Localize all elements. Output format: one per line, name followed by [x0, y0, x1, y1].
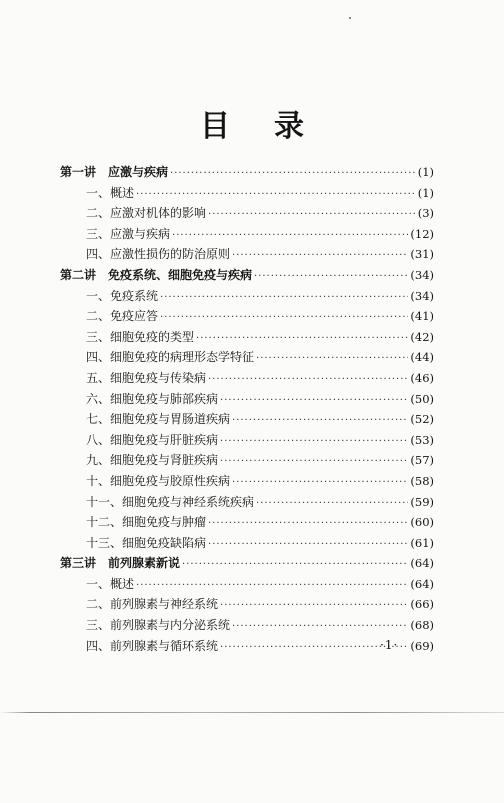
- toc-section-entry: [60, 203, 434, 224]
- toc-entry-label: 四、前列腺素与循环系统: [86, 638, 219, 653]
- toc-section-entry: [60, 430, 434, 451]
- toc-entry-label: 十二、细胞免疫与肿瘤: [86, 515, 207, 530]
- toc-leader-dots: [254, 267, 408, 288]
- toc-entry-page: (44): [410, 350, 434, 365]
- toc-section-entry: [60, 409, 434, 430]
- toc-entry-page: (34): [410, 267, 434, 282]
- toc-entry-label: 第三讲 前列腺素新说: [60, 556, 181, 571]
- toc-entry-page: (57): [410, 453, 434, 468]
- toc-section-entry: [60, 533, 434, 554]
- toc-entry-label: 第二讲 免疫系统、细胞免疫与疾病: [60, 267, 253, 282]
- toc-section-entry: [60, 492, 434, 513]
- toc-entry-page: (64): [410, 556, 434, 571]
- toc-leader-dots: [160, 288, 408, 309]
- toc-leader-dots: [172, 226, 408, 247]
- toc-section-entry: [60, 512, 434, 533]
- toc-entry-page: (66): [410, 597, 434, 612]
- toc-entry-page: (64): [410, 576, 434, 591]
- toc-entry-label: 十、细胞免疫与胶原性疾病: [86, 473, 231, 488]
- toc-section-entry: [60, 594, 434, 615]
- toc-entry-label: 九、细胞免疫与肾脏疾病: [86, 453, 219, 468]
- toc-entry-label: 七、细胞免疫与胃肠道疾病: [86, 412, 231, 427]
- page-number: ·1·: [380, 638, 399, 652]
- toc-section-entry: [60, 306, 434, 327]
- toc-entry-page: (53): [410, 432, 434, 447]
- toc-entry-page: (31): [410, 247, 434, 262]
- toc-section-entry: [60, 368, 434, 389]
- toc-entry-label: 三、前列腺素与内分泌系统: [86, 618, 231, 633]
- toc-leader-dots: [220, 391, 408, 412]
- toc-section-entry: [60, 471, 434, 492]
- toc-entry-page: (68): [410, 618, 434, 633]
- toc-entry-label: 二、前列腺素与神经系统: [86, 597, 219, 612]
- toc-entry-page: (50): [410, 391, 434, 406]
- toc-entry-page: (12): [410, 226, 434, 241]
- toc-entry-label: 二、免疫应答: [86, 309, 159, 324]
- toc-section-entry: [60, 347, 434, 368]
- print-speck: [349, 17, 351, 19]
- toc-leader-dots: [220, 432, 408, 453]
- toc-leader-dots: [208, 535, 408, 556]
- toc-entry-label: 四、应激性损伤的防治原则: [86, 247, 231, 262]
- toc-leader-dots: [256, 494, 408, 515]
- toc-leader-dots: [220, 452, 408, 473]
- toc-entry-page: (58): [410, 473, 434, 488]
- toc-section-entry: [60, 327, 434, 348]
- toc-entry-label: 三、应激与疾病: [86, 226, 171, 241]
- toc-leader-dots: [208, 205, 416, 226]
- toc-section-entry: [60, 636, 434, 657]
- toc-chapter-entry: [60, 162, 434, 183]
- page-title: [0, 101, 504, 145]
- toc-leader-dots: [208, 370, 408, 391]
- toc-entry-page: (69): [410, 638, 434, 653]
- toc-entry-page: (59): [410, 494, 434, 509]
- toc-entry-page: (42): [410, 329, 434, 344]
- toc-entry-page: (61): [410, 535, 434, 550]
- toc-entry-page: (34): [410, 288, 434, 303]
- toc-entry-page: (1): [417, 165, 434, 179]
- toc-leader-dots: [136, 185, 416, 206]
- toc-entry-page: (1): [417, 185, 434, 200]
- toc-section-entry: [60, 389, 434, 410]
- toc-section-entry: [60, 183, 434, 204]
- toc-leader-dots: [220, 596, 408, 617]
- title-char-2: 录: [274, 109, 304, 144]
- toc-chapter-entry: [60, 553, 434, 574]
- bottom-rule: [0, 712, 504, 713]
- toc-leader-dots: [136, 576, 408, 597]
- toc-entry-label: 第一讲 应激与疾病: [60, 165, 169, 179]
- toc-entry-label: 一、概述: [86, 576, 135, 591]
- toc-entry-page: (41): [410, 309, 434, 324]
- toc-entry-page: (60): [410, 515, 434, 530]
- toc-entry-page: (52): [410, 412, 434, 427]
- toc-entry-label: 六、细胞免疫与肺部疾病: [86, 391, 219, 406]
- toc-leader-dots: [160, 308, 408, 329]
- toc-entry-label: 四、细胞免疫的病理形态学特征: [86, 350, 255, 365]
- toc-leader-dots: [208, 514, 408, 535]
- toc-entry-label: 一、概述: [86, 185, 135, 200]
- toc-leader-dots: [196, 329, 408, 350]
- toc-leader-dots: [232, 473, 408, 494]
- toc-entry-page: (46): [410, 370, 434, 385]
- toc-leader-dots: [256, 349, 408, 370]
- toc-leader-dots: [182, 555, 408, 576]
- toc-section-entry: [60, 244, 434, 265]
- toc-entry-page: (3): [417, 206, 434, 221]
- toc-leader-dots: [170, 164, 416, 185]
- toc-section-entry: [60, 615, 434, 636]
- toc-chapter-entry: [60, 265, 434, 286]
- toc-section-entry: [60, 450, 434, 471]
- toc-section-entry: [60, 286, 434, 307]
- toc-leader-dots: [232, 617, 408, 638]
- toc-entry-label: 八、细胞免疫与肝脏疾病: [86, 432, 219, 447]
- toc-entry-label: 一、免疫系统: [86, 288, 159, 303]
- toc-section-entry: [60, 574, 434, 595]
- toc-section-entry: [60, 224, 434, 245]
- toc-leader-dots: [232, 411, 408, 432]
- toc-entry-label: 二、应激对机体的影响: [86, 206, 207, 221]
- table-of-contents: [60, 162, 434, 656]
- toc-entry-label: 十一、细胞免疫与神经系统疾病: [86, 494, 255, 509]
- toc-entry-label: 五、细胞免疫与传染病: [86, 370, 207, 385]
- toc-entry-label: 三、细胞免疫的类型: [86, 329, 195, 344]
- toc-leader-dots: [232, 246, 408, 267]
- title-char-1: 目: [200, 109, 230, 144]
- toc-entry-label: 十三、细胞免疫缺陷病: [86, 535, 207, 550]
